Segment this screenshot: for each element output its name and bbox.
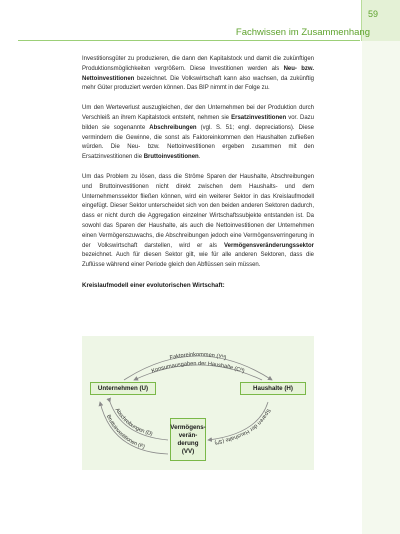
vv-line-3: derung <box>177 439 199 447</box>
term-bruttoinvestitionen: Bruttoinvestitionen <box>143 154 199 161</box>
label-faktoreinkommen: Faktoreinkommen (Yᴴ) <box>169 351 227 362</box>
arrow-faktoreinkommen <box>124 356 272 380</box>
body-text <box>82 55 314 291</box>
p3-text-1: Um das Problem zu lösen, dass die Ströme Sparen der Haushalte, Abschreibungen und Bruttoinvestitionen nicht direkt zwischen dem Haushalts- und dem Unternehmenssektor fließen können, wird ein weiterer Sektor in das Kreislaufmodell eingefügt. Dieser Sektor unterscheidet sich von den beiden anderen Sektoren dadurch, dass er nicht durch die Aggregation einzelner Wirtschaftssubjekte entstanden ist. Da sowohl das Sparen der Haushalte, als auch die Nettoinvestitionen der Unternehmen einen Vermögenszuwachs, die Abschreibungen jedoch eine Vermögensverringerung in der Volkswirtschaft darstellen, wird er als <box>82 173 314 249</box>
vv-line-2: verän- <box>178 431 198 439</box>
label-sparen: Sparen der Haushalte (Sᴴ) <box>213 407 272 446</box>
side-margin-bar <box>362 41 400 534</box>
vv-line-1: Vermögens- <box>170 423 206 431</box>
node-vermoegensveraenderung <box>170 418 206 461</box>
p2-text-2: vor. Dazu bilden sie sogenannte <box>82 114 315 131</box>
p2-text-3: (vgl. S. 51; engl. depreciations). Diese vermindern die Gewinne, die sonst als Faktoreinkommen den Haushalten zufließen würden. Die Neu- bzw. Nettoinvestitionen ergeben zusammen mit den Ersatzinvestitionen die <box>82 124 314 161</box>
p1-text-2: bezeichnet. Die Volkswirtschaft kann also wachsen, da zukünftig mehr Güter produziert werden können. Das BIP nimmt in der Folge zu. <box>82 75 314 92</box>
diagram-caption: Kreislaufmodell einer evolutorischen Wirtschaft: <box>82 281 225 289</box>
label-abschreibungen: Abschreibungen (D) <box>113 407 154 438</box>
term-ersatzinvestitionen: Ersatzinvestitionen <box>231 114 287 121</box>
paragraph-3 <box>82 173 314 271</box>
label-konsumausgaben: Konsumausgaben der Haushalte (Cᴴ) <box>150 360 246 375</box>
p1-text-1: Investitionsgüter zu produzieren, die dann den Kapitalstock und damit die zukünftigen Produktionsmöglichkeiten vergrößern. Diese Investitionen werden als <box>82 56 314 72</box>
paragraph-2 <box>82 104 314 163</box>
page-number: 59 <box>367 9 378 19</box>
node-haushalte: Haushalte (H) <box>240 382 306 395</box>
running-header: Fachwissen im Zusammenhang <box>235 27 370 38</box>
p2-text-1: Um den Werteverlust auszugleichen, der den Unternehmen bei der Produktion durch Verschleiß an ihrem Kapitalstock entsteht, nehmen sie <box>82 105 314 121</box>
node-unternehmen: Unternehmen (U) <box>90 382 156 395</box>
p3-text-2: bezeichnet. Auch für diesen Sektor gilt, wie für alle anderen Sektoren, dass die Zuflüsse während einer Periode gleich den Abflüssen sein müssen. <box>82 252 314 269</box>
term-abschreibungen: Abschreibungen <box>149 124 197 131</box>
label-bruttoinvestitionen: Bruttoinvestitionen (Iᵇ) <box>104 414 146 451</box>
paragraph-1 <box>82 55 314 94</box>
vv-line-4: (VV) <box>181 447 195 455</box>
term-vermoegensveraenderungssektor: Vermögensveränderungssektor <box>223 242 314 249</box>
p2-text-4: . <box>198 154 201 161</box>
term-nettoinvestitionen: Neu- bzw. Nettoinvestitionen <box>82 65 314 82</box>
circular-flow-diagram <box>82 336 314 470</box>
header-rule <box>18 40 360 41</box>
